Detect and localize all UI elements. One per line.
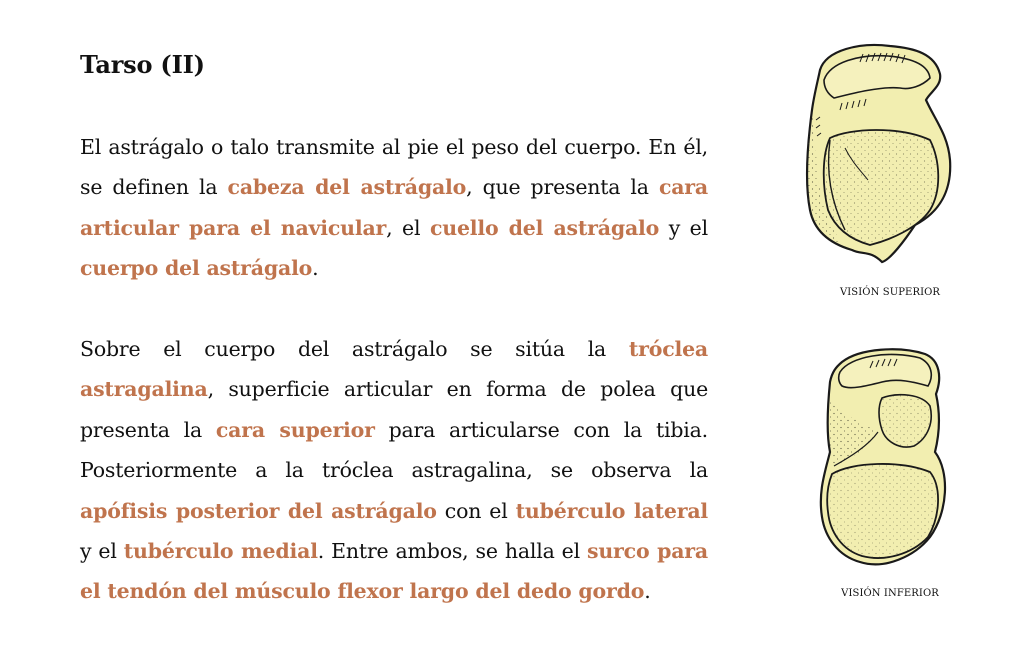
text-run: , que presenta la bbox=[466, 175, 659, 200]
text-run: Sobre el cuerpo del astrágalo se sitúa la bbox=[80, 337, 629, 362]
talus-superior-illustration bbox=[790, 40, 990, 280]
caption-superior: VISIÓN SUPERIOR bbox=[839, 287, 941, 298]
term-troclea-astragalina: tróclea astragalina bbox=[80, 337, 708, 402]
text-run: . bbox=[644, 579, 651, 604]
term-cara-superior: cara superior bbox=[215, 417, 375, 442]
body-text bbox=[80, 127, 708, 652]
term-cuerpo-astragalo: cuerpo del astrágalo bbox=[80, 256, 313, 281]
term-surco-flexor-largo: surco para el tendón del músculo flexor largo del dedo gordo bbox=[80, 539, 708, 604]
text-run: . bbox=[312, 256, 319, 281]
text-run: , superficie articular en forma de polea que presenta la bbox=[80, 377, 708, 442]
term-cabeza-astragalo: cabeza del astrágalo bbox=[227, 175, 467, 200]
caption-inferior: VISIÓN INFERIOR bbox=[841, 588, 939, 599]
text-run: El astrágalo o talo transmite al pie el peso del cuerpo. En él, se definen la bbox=[80, 135, 708, 200]
term-cuello-astragalo: cuello del astrágalo bbox=[429, 215, 660, 240]
paragraph-talus-parts bbox=[80, 127, 708, 289]
text-run: para articularse con la tibia. Posteriormente a la tróclea astragalina, se observa la bbox=[80, 417, 708, 483]
talus-inferior-illustration bbox=[790, 342, 990, 582]
text-run: y el bbox=[80, 539, 124, 564]
page-title: Tarso (II) bbox=[80, 50, 205, 79]
text-run: y el bbox=[659, 215, 708, 240]
figure-superior-view bbox=[790, 40, 990, 310]
term-cara-articular-navicular: cara articular para el navicular bbox=[80, 175, 708, 240]
paragraph-trochlea bbox=[80, 329, 708, 612]
figure-inferior-view bbox=[790, 342, 990, 612]
text-run: con el bbox=[436, 498, 516, 523]
term-apofisis-posterior: apófisis posterior del astrágalo bbox=[80, 498, 437, 523]
text-run: , el bbox=[386, 215, 430, 240]
term-tuberculo-lateral: tubérculo lateral bbox=[515, 498, 708, 523]
text-run: . Entre ambos, se halla el bbox=[317, 539, 588, 564]
term-tuberculo-medial: tubérculo medial bbox=[123, 539, 318, 564]
